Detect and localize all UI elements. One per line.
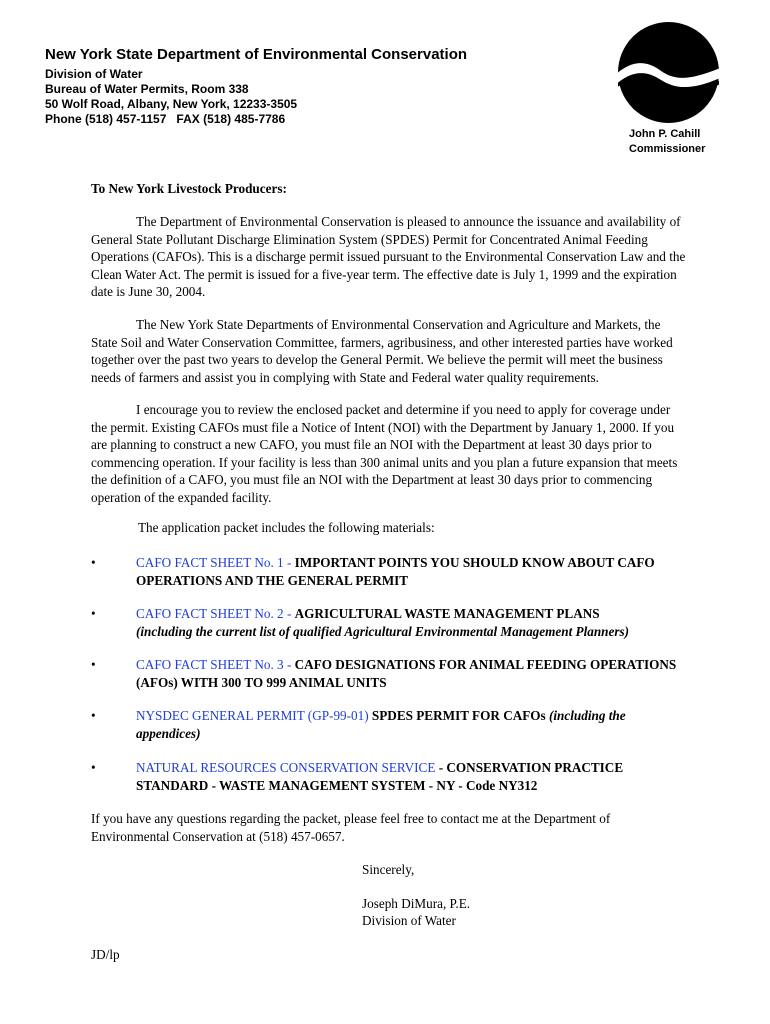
material-title: AGRICULTURAL WASTE MANAGEMENT PLANS	[294, 606, 600, 621]
sign-off: Sincerely,	[362, 862, 415, 877]
questions-paragraph: If you have any questions regarding the packet, please feel free to contact me at the Department of Environmental Conservation at (518) 457-0657.	[91, 811, 611, 844]
address-bureau: Bureau of Water Permits, Room 338	[45, 82, 249, 96]
agency-title: New York State Department of Environmental Conservation	[45, 46, 468, 63]
material-link[interactable]: CAFO FACT SHEET No. 1 -	[136, 555, 295, 570]
packet-intro: The application packet includes the following materials:	[138, 520, 435, 535]
commissioner-title: Commissioner	[629, 143, 706, 155]
signer-name: Joseph DiMura, P.E.	[362, 896, 471, 911]
material-note: (including the appendices)	[136, 708, 626, 741]
material-title: CAFO DESIGNATIONS FOR ANIMAL FEEDING OPERATIONS (AFOs) WITH 300 TO 999 ANIMAL UNITS	[136, 657, 677, 690]
bullet-icon: •	[91, 555, 96, 570]
bullet-icon: •	[91, 760, 96, 775]
address-phone-fax: Phone (518) 457-1157 FAX (518) 485-7786	[45, 112, 286, 126]
paragraph-announcement: The Department of Environmental Conservation is pleased to announce the issuance and availability of General State Pollutant Discharge Elimination System (SPDES) Permit for Concentrated Animal Feeding Operations (CAFOs). This is a discharge permit issued pursuant to the Environmental Conservation Law and the Clean Water Act. The permit is issued for a five-year term. The effective date is July 1, 1999 and the expiration date is June 30, 2004.	[91, 214, 686, 299]
material-link[interactable]: NATURAL RESOURCES CONSERVATION SERVICE	[136, 760, 436, 775]
material-title: - CONSERVATION PRACTICE STANDARD - WASTE MANAGEMENT SYSTEM - NY - Code NY312	[136, 760, 624, 793]
material-note: (including the current list of qualified Agricultural Environmental Management Planners)	[136, 623, 630, 639]
material-title: IMPORTANT POINTS YOU SHOULD KNOW ABOUT CAFO OPERATIONS AND THE GENERAL PERMIT	[136, 555, 655, 588]
paragraph-instructions: I encourage you to review the enclosed packet and determine if you need to apply for coverage under the permit. Existing CAFOs must file a Notice of Intent (NOI) with the Department by January 1, 2000. If you are planning to construct a new CAFO, you must file an NOI with the Department at least 30 days prior to commencing operation. If your facility is less than 300 animal units and you plan a future expansion that meets the definition of a CAFO, you must file an NOI with the Department at least 30 days prior to commencing operation of the expanded facility.	[91, 402, 678, 505]
commissioner-name: John P. Cahill	[629, 128, 701, 140]
material-link[interactable]: CAFO FACT SHEET No. 3 -	[136, 657, 295, 672]
bullet-icon: •	[91, 657, 96, 672]
typist-initials: JD/lp	[91, 947, 120, 962]
address-street: 50 Wolf Road, Albany, New York, 12233-3505	[45, 97, 298, 111]
material-link[interactable]: NYSDEC GENERAL PERMIT (GP-99-01)	[136, 708, 369, 723]
material-title: SPDES PERMIT FOR CAFOs	[368, 708, 549, 723]
paragraph-collaboration: The New York State Departments of Environmental Conservation and Agriculture and Markets, the State Soil and Water Conservation Committee, farmers, agribusiness, and other interested parties have worked together over the past two years to develop the General Permit. We believe the permit will meet the business needs of farmers and assist you in complying with State and Federal water quality requirements.	[91, 317, 673, 385]
signer-division: Division of Water	[362, 913, 456, 928]
dec-logo-icon	[618, 22, 719, 123]
salutation: To New York Livestock Producers:	[91, 181, 287, 196]
material-link[interactable]: CAFO FACT SHEET No. 2 -	[136, 606, 295, 621]
bullet-icon: •	[91, 606, 96, 621]
address-division: Division of Water	[45, 67, 143, 81]
bullet-icon: •	[91, 708, 96, 723]
